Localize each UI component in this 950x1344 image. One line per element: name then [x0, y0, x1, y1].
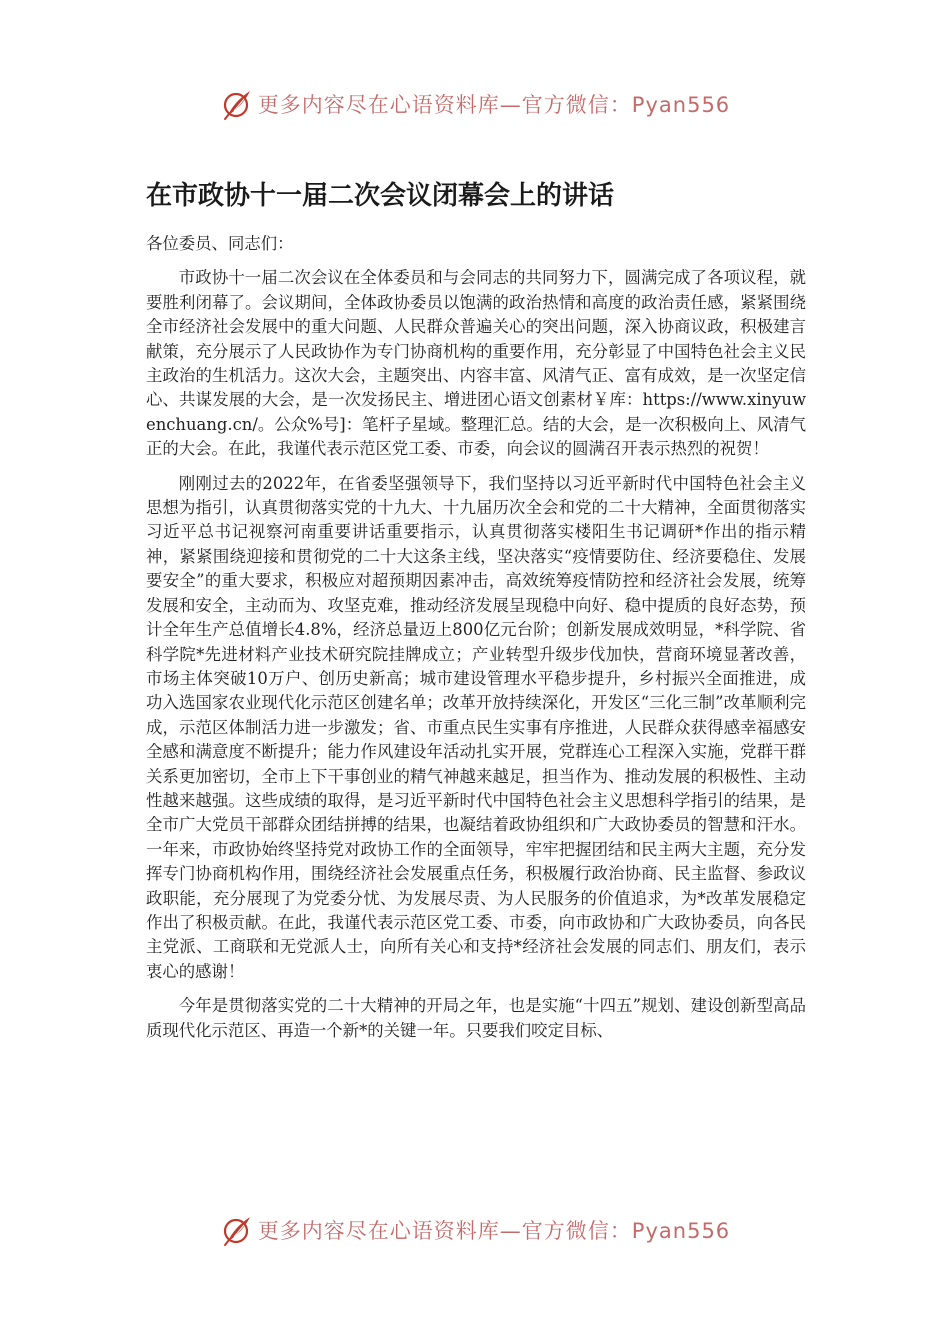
salutation: 各位委员、同志们： [146, 234, 294, 253]
paragraph-1: 市政协十一届二次会议在全体委员和与会同志的共同努力下，圆满完成了各项议程，就要胜利闭幕了。会议期间，全体政协委员以饱满的政治热情和高度的政治责任感，紧紧围绕全市经济社会发展中的重大问题、人民群众普遍关心的突出问题，深入协商议政，积极建言献策，充分展示了人民政协作为专门协商机构的重要作用，充分彰显了中国特色社会主义民主政治的生机活力。这次大会，主题突出、内容丰富、风清气正、富有成效，是一次坚定信心、共谋发展的大会，是一次发扬民主、增进团心语文创素材￥库：https://www.xinyuwenchuang.cn/。公众%号]：笔杆子星域。整理汇总。结的大会，是一次积极向上、风清气正的大会。在此，我谨代表示范区党工委、市委，向会议的圆满召开表示热烈的祝贺！ [146, 268, 806, 459]
header-banner [0, 82, 950, 126]
paragraph-3: 今年是贯彻落实党的二十大精神的开局之年，也是实施“十四五”规划、建设创新型高品质现代化示范区、再造一个新*的关键一年。只要我们咬定目标、 [146, 996, 806, 1040]
header-banner-text: 更多内容尽在心语资料库—官方微信：Pyan556 [257, 93, 731, 117]
footer-banner [0, 1208, 950, 1252]
quill-logo-icon [220, 87, 254, 121]
quill-logo-icon [220, 1213, 254, 1247]
page-title: 在市政协十一届二次会议闭幕会上的讲话 [146, 181, 615, 211]
document-body [146, 232, 806, 1043]
paragraph-2: 刚刚过去的2022年，在省委坚强领导下，我们坚持以习近平新时代中国特色社会主义思想为指引，认真贯彻落实党的十九大、十九届历次全会和党的二十大精神，全面贯彻落实习近平总书记视察河南重要讲话重要指示，认真贯彻落实楼阳生书记调研*作出的指示精神，紧紧围绕迎接和贯彻党的二十大这条主线，坚决落实“疫情要防住、经济要稳住、发展要安全”的重大要求，积极应对超预期因素冲击，高效统筹疫情防控和经济社会发展，统筹发展和安全，主动而为、攻坚克难，推动经济发展呈现稳中向好、稳中提质的良好态势，预计全年生产总值增长4.8%，经济总量迈上800亿元台阶；创新发展成效明显，*科学院、省科学院*先进材料产业技术研究院挂牌成立；产业转型升级步伐加快，营商环境显著改善，市场主体突破10万户、创历史新高；城市建设管理水平稳步提升，乡村振兴全面推进，成功入选国家农业现代化示范区创建名单；改革开放持续深化，开发区“三化三制”改革顺利完成，示范区体制活力进一步激发；省、市重点民生实事有序推进，人民群众获得感幸福感安全感和满意度不断提升；能力作风建设年活动扎实开展，党群连心工程深入实施，党群干群关系更加密切，全市上下干事创业的精气神越来越足，担当作为、推动发展的积极性、主动性越来越强。这些成绩的取得，是习近平新时代中国特色社会主义思想科学指引的结果，是全市广大党员干部群众团结拼搏的结果，也凝结着政协组织和广大政协委员的智慧和汗水。一年来，市政协始终坚持党对政协工作的全面领导，牢牢把握团结和民主两大主题，充分发挥专门协商机构作用，围绕经济社会发展重点任务，积极履行政治协商、民主监督、参政议政职能，充分展现了为党委分忧、为发展尽责、为人民服务的价值追求，为*改革发展稳定作出了积极贡献。在此，我谨代表示范区党工委、市委，向市政协和广大政协委员，向各民主党派、工商联和无党派人士，向所有关心和支持*经济社会发展的同志们、朋友们，表示衷心的感谢！ [146, 473, 806, 981]
footer-banner-text: 更多内容尽在心语资料库—官方微信：Pyan556 [257, 1219, 731, 1243]
